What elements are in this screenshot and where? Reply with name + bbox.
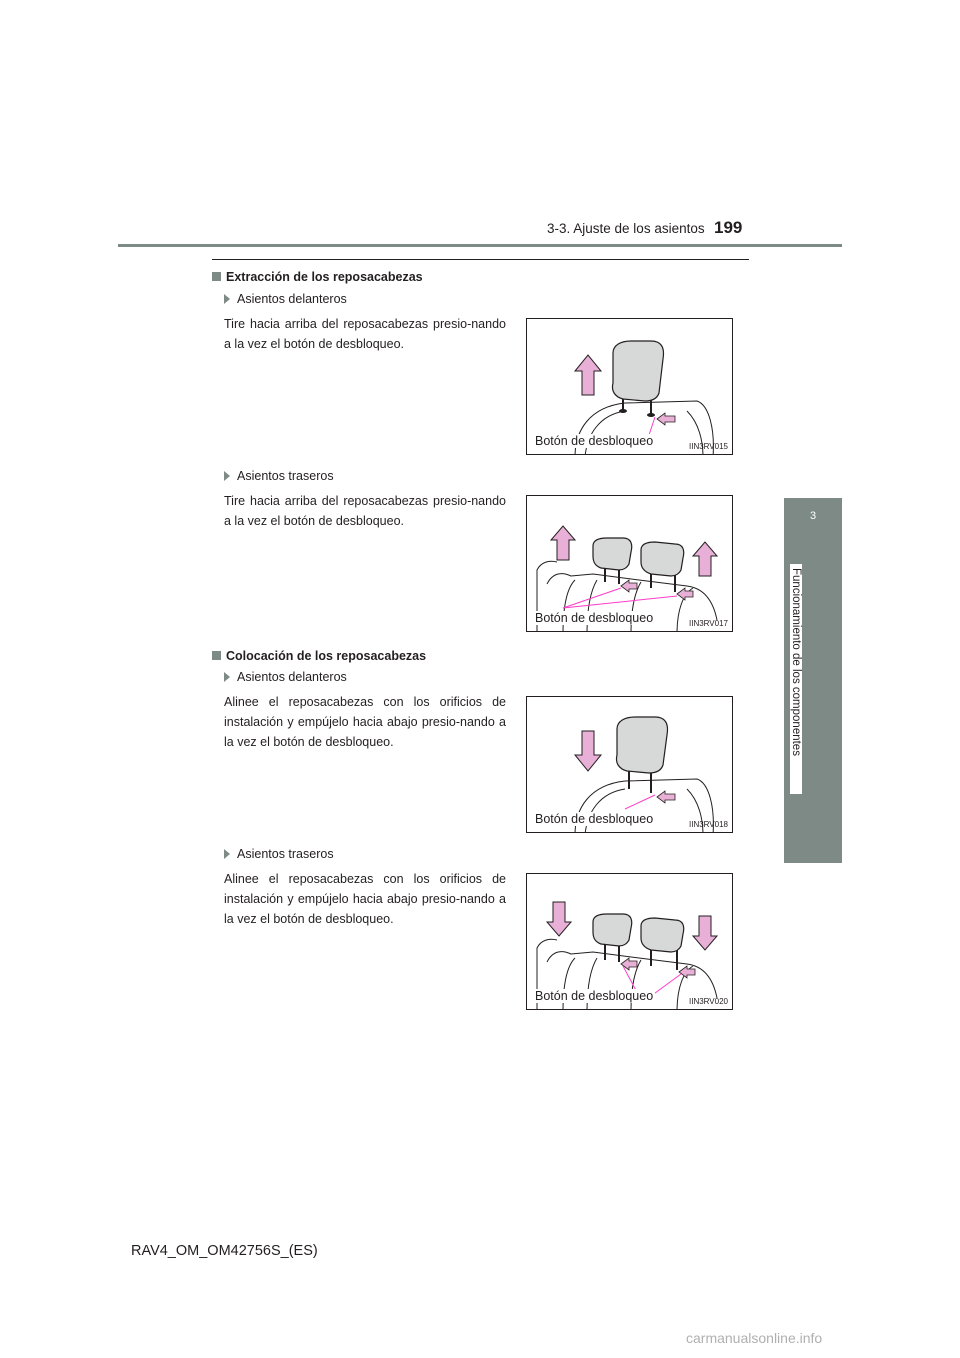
paragraph-front-removal: Tire hacia arriba del reposacabezas presio-nando a la vez el botón de desbloqueo. (224, 317, 506, 351)
paragraph-rear-installation: Alinee el reposacabezas con los orificios de instalación y empújelo hacia abajo presio-nando a la vez el botón de desbloqueo. (224, 872, 506, 926)
figure-code: IIN3RV020 (689, 997, 728, 1006)
subheading-front-installation: Asientos delanteros (224, 670, 347, 684)
square-bullet-icon (212, 272, 221, 281)
figure-code: IIN3RV018 (689, 820, 728, 829)
figure-code: IIN3RV017 (689, 619, 728, 628)
figure-front-installation (526, 696, 733, 833)
section-title: 3-3. Ajuste de los asientos (547, 221, 705, 236)
subheading-rear-installation: Asientos traseros (224, 847, 334, 861)
square-bullet-icon (212, 651, 221, 660)
triangle-bullet-icon (224, 471, 230, 481)
paragraph-front-installation: Alinee el reposacabezas con los orificios de instalación y empújelo hacia abajo presio-nando a la vez el botón de desbloqueo. (224, 695, 506, 749)
chapter-tab (784, 498, 842, 558)
chapter-number: 3 (809, 510, 817, 522)
figure-rear-removal (526, 495, 733, 632)
triangle-bullet-icon (224, 672, 230, 682)
section-heading-installation: Colocación de los reposacabezas (212, 649, 426, 663)
triangle-bullet-icon (224, 849, 230, 859)
paragraph-rear-removal: Tire hacia arriba del reposacabezas presio-nando a la vez el botón de desbloqueo. (224, 494, 506, 528)
header-rule (118, 244, 842, 247)
document-code: RAV4_OM_OM42756S_(ES) (131, 1243, 318, 1259)
triangle-bullet-icon (224, 294, 230, 304)
figure-front-removal (526, 318, 733, 455)
chapter-title: Funcionamiento de los componentes (790, 564, 802, 794)
release-button-label: Botón de desbloqueo (535, 812, 654, 826)
release-button-label: Botón de desbloqueo (535, 434, 654, 448)
subheading-front-removal: Asientos delanteros (224, 292, 347, 306)
page-number: 199 (714, 218, 743, 237)
watermark: carmanualsonline.info (686, 1330, 823, 1346)
subheading-rear-removal: Asientos traseros (224, 469, 334, 483)
release-button-label: Botón de desbloqueo (535, 989, 654, 1003)
content-top-rule (212, 259, 749, 260)
chapter-title-wrap (784, 558, 842, 863)
figure-code: IIN3RV015 (689, 442, 728, 451)
section-heading-removal: Extracción de los reposacabezas (212, 270, 423, 284)
figure-rear-installation (526, 873, 733, 1010)
release-button-label: Botón de desbloqueo (535, 611, 654, 625)
